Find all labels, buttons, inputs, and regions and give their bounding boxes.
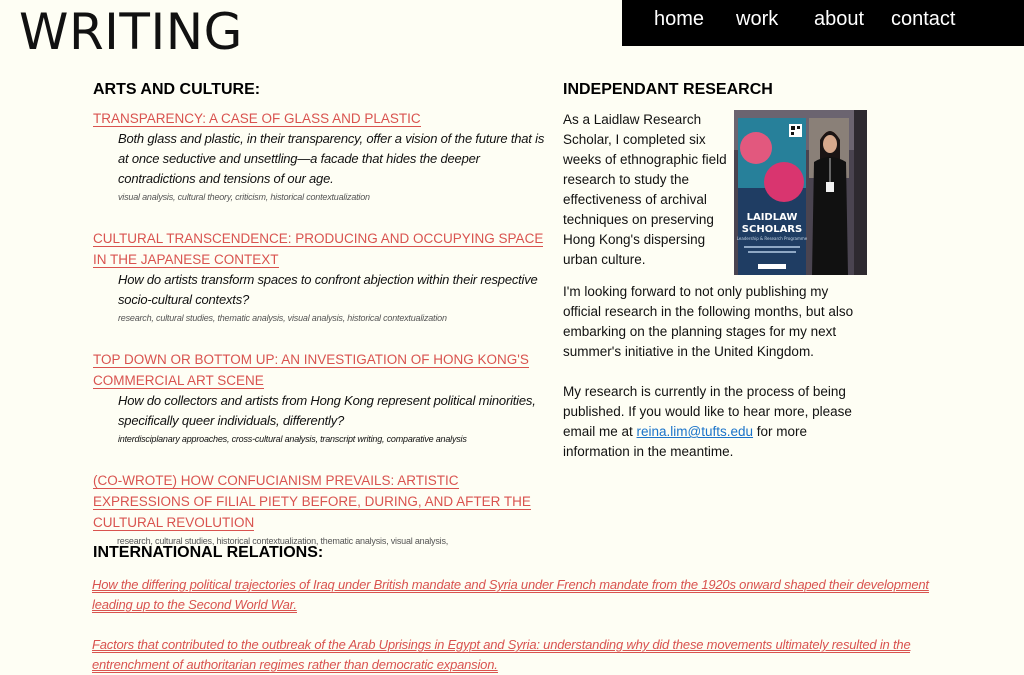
laidlaw-photo-illustration (734, 110, 867, 275)
arts-entry-tags: interdisciplanary approaches, cross-cultural analysis, transcript writing, comparative analysis (118, 434, 467, 444)
banner-line-2: SCHOLARS (741, 224, 803, 235)
email-link[interactable]: reina.lim@tufts.edu (636, 424, 754, 439)
arts-entry (93, 349, 553, 446)
arts-entry-description: How do collectors and artists from Hong Kong represent political minorities, specifically queer individuals, differently? (118, 393, 536, 428)
arts-entry-tags: visual analysis, cultural theory, criticism, historical contextualization (118, 192, 370, 202)
research-paragraph-3-end: for more information in the meantime. (563, 424, 808, 459)
arts-entry-title-link[interactable]: (CO-WROTE) HOW CONFUCIANISM PREVAILS: ARTISTIC EXPRESSIONS OF FILIAL PIETY BEFORE, DURING, AND AFTER THE CULTURAL REVOLUTION (93, 473, 531, 530)
international-link[interactable] (92, 635, 952, 675)
banner-subtitle: Leadership & Research Programme (736, 236, 808, 241)
arts-entry-title-link[interactable]: CULTURAL TRANSCENDENCE: PRODUCING AND OCCUPYING SPACE IN THE JAPANESE CONTEXT (93, 231, 544, 267)
arts-entry-description: How do artists transform spaces to confront abjection within their respective socio-cultural contexts? (118, 272, 538, 307)
arts-entry-tags: research, cultural studies, thematic analysis, visual analysis, historical contextualization (118, 313, 447, 323)
research-paragraph-2: I'm looking forward to not only publishing my official research in the following months, but also embarking on the planning stages for my next summer's initiative in the United Kingdom. (563, 284, 854, 359)
arts-entry (93, 470, 553, 548)
international-link-text: Factors that contributed to the outbreak of the Arab Uprisings in Egypt and Syria: understanding why did these movements ultimately resulted in the entrenchment of authoritarian regimes rather than democratic expansion. (92, 637, 911, 672)
research-heading: INDEPENDANT RESEARCH (563, 81, 773, 98)
research-paragraph-3 (563, 382, 863, 462)
arts-entry-tags: research, cultural studies, historical contextualization, thematic analysis, visual analysis, (117, 536, 449, 546)
arts-entry-title-link[interactable]: TOP DOWN OR BOTTOM UP: AN INVESTIGATION OF HONG KONG'S COMMERCIAL ART SCENE (93, 352, 529, 388)
arts-entry (93, 228, 553, 325)
international-link-text: How the differing political trajectories of Iraq under British mandate and Syria under French mandate from the 1920s onward shaped their development leading up to the Second World War. (92, 577, 929, 612)
research-paragraph-1: As a Laidlaw Research Scholar, I completed six weeks of ethnographic field research to study the effectiveness of archival techniques on preserving Hong Kong's dispersing urban culture. (563, 112, 727, 267)
arts-entry-title-link[interactable]: TRANSPARENCY: A CASE OF GLASS AND PLASTIC (93, 111, 421, 126)
laidlaw-photo (734, 110, 867, 275)
arts-section (93, 80, 553, 548)
arts-entry-description: Both glass and plastic, in their transparency, offer a vision of the future that is at once seductive and unsettling—a facade that hides the deeper contradictions and tensions of our age. (118, 131, 545, 186)
arts-heading: ARTS AND CULTURE: (93, 81, 261, 98)
nav-home[interactable]: home (654, 8, 705, 30)
international-heading: INTERNATIONAL RELATIONS: (93, 544, 324, 561)
international-section (92, 543, 952, 675)
arts-entry (93, 108, 553, 204)
research-section (563, 80, 863, 459)
nav-work[interactable]: work (736, 8, 779, 30)
top-nav (622, 0, 1024, 46)
nav-about[interactable]: about (814, 8, 865, 30)
research-paragraph-3-start: My research is currently in the process of being published. If you would like to hear more, please email me at (563, 384, 852, 439)
banner-line-1: LAIDLAW (746, 212, 798, 223)
international-link[interactable] (92, 575, 952, 615)
site-title: WRITING (19, 3, 243, 61)
nav-contact[interactable]: contact (891, 8, 956, 30)
